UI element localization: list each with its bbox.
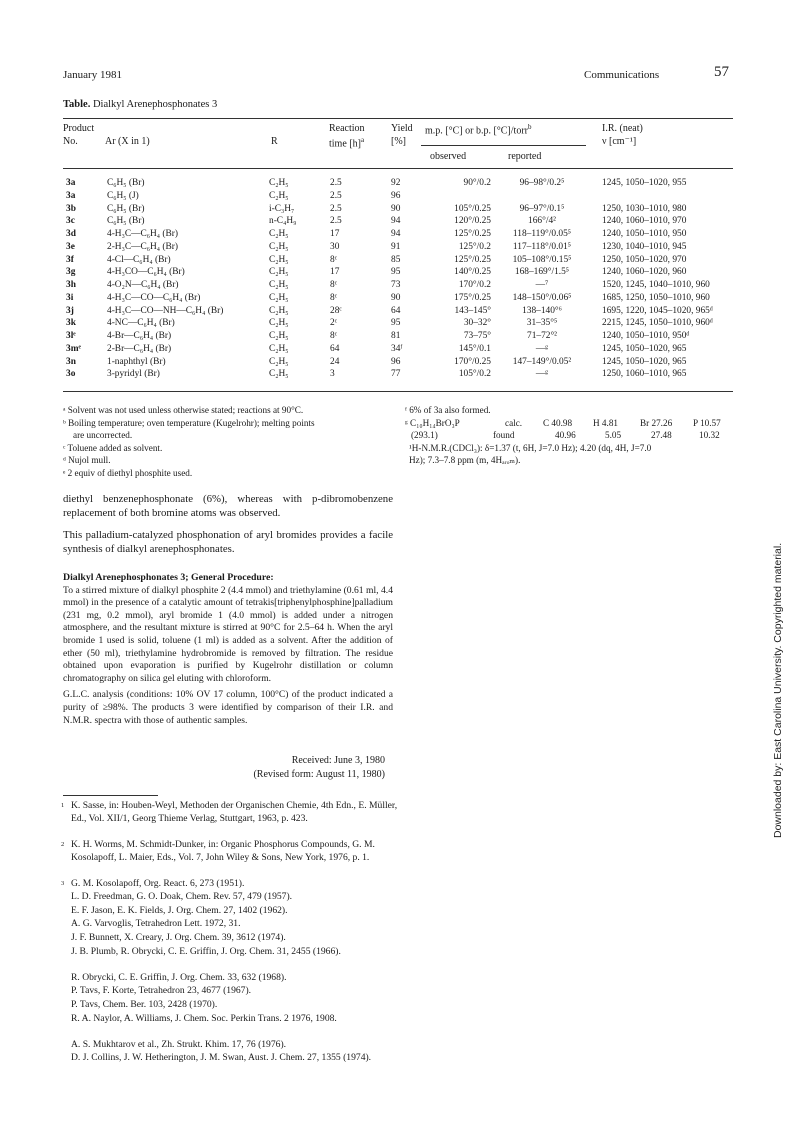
table-header-rule: [63, 168, 733, 169]
reference-text: G. M. Kosolapoff, Org. React. 6, 273 (1951).: [71, 877, 245, 889]
table-row: [0, 318, 795, 331]
cell-r: C₂H₅: [269, 267, 289, 278]
col-ar: Ar (X in 1): [105, 136, 150, 147]
table-row: [0, 255, 795, 268]
cell-observed: 120°/0.25: [454, 216, 491, 227]
cell-yield: 85: [391, 254, 401, 265]
cell-time: 8ᶜ: [330, 292, 338, 303]
col-ir: I.R. (neat): [602, 123, 643, 134]
cell-yield: 96: [391, 190, 401, 201]
cell-ir: 1240, 1050–1010, 950: [602, 229, 687, 239]
cell-time: 17: [330, 229, 340, 239]
cell-reported: 117–118°/0.01⁵: [512, 241, 572, 252]
col-time: [329, 136, 364, 149]
col-reported: reported: [508, 151, 542, 162]
footnote-b-cont: are uncorrected.: [73, 430, 133, 440]
col-r: R: [271, 136, 278, 147]
cell-ir: 1520, 1245, 1040–1010, 960: [602, 280, 710, 290]
cell-no: 3n: [66, 356, 76, 367]
reference-text: J. F. Bunnett, X. Creary, J. Org. Chem. 39, 3612 (1974).: [71, 932, 286, 943]
table-title-text: Dialkyl Arenephosphonates 3: [90, 99, 218, 110]
footnote-e: ᵉ 2 equiv of diethyl phosphite used.: [63, 467, 193, 478]
cell-reported: 166°/4²: [528, 216, 556, 227]
cell-yield: 81: [391, 331, 401, 341]
cell-ir: 1250, 1030–1010, 980: [602, 203, 687, 214]
cell-r: C₂H₅: [269, 292, 289, 303]
found-label: found: [493, 430, 515, 440]
reference-text: J. B. Plumb, R. Obrycki, C. E. Griffin, J. Org. Chem. 31, 2455 (1966).: [71, 945, 341, 957]
cell-observed: 170°/0.25: [454, 356, 491, 367]
cell-no: 3a: [66, 178, 76, 188]
cell-reported: 96–97°/0.1⁵: [519, 203, 565, 214]
paragraph-continuation: diethyl benzenephosphonate (6%), whereas with p-dibromobenzene replacement of both bromine atoms was observed.: [63, 493, 393, 520]
col-time-text: time [h]: [329, 138, 361, 150]
found-p: 10.32: [699, 430, 720, 440]
cell-ar: 3-pyridyl (Br): [107, 369, 160, 380]
cell-ir: 1245, 1050–1020, 955: [602, 178, 687, 188]
table-bottom-rule: [63, 391, 733, 392]
col-ir-unit: ν [cm⁻¹]: [602, 136, 637, 147]
mp-subheader-rule: [421, 145, 586, 146]
cell-ar: 2-H₃C—C₆H₄ (Br): [107, 241, 178, 252]
cell-ir: 1230, 1040–1010, 945: [602, 241, 687, 252]
col-mp-note: b: [527, 123, 532, 131]
reference-number: 2: [61, 840, 65, 848]
reference-number: 1: [61, 802, 65, 809]
cell-time: 2.5: [330, 190, 342, 201]
table-row: [0, 267, 795, 280]
reference-item: [63, 1051, 398, 1064]
table-row: [0, 357, 795, 370]
cell-ar: 4-Br—C₆H₄ (Br): [107, 331, 172, 341]
cell-observed: 125°/0.25: [454, 229, 491, 239]
cell-r: C₂H₅: [269, 254, 289, 265]
found-br: 27.48: [651, 430, 672, 440]
reference-text: L. D. Freedman, G. O. Doak, Chem. Rev. 57, 479 (1957).: [71, 891, 293, 903]
cell-no: 3i: [66, 292, 74, 303]
footnotes-left: [63, 404, 393, 479]
nmr-line-1: ¹H-N.M.R.(CDCl₃): δ=1.37 (t, 6H, J=7.0 Hz); 4.20 (dq, 4H, J=7.0: [409, 442, 652, 453]
cell-time: 2ᶜ: [330, 318, 338, 329]
footnote-d: ᵈ Nujol mull.: [63, 455, 111, 465]
reference-item: [63, 904, 398, 917]
calc-br: Br 27.26: [640, 417, 673, 428]
cell-r: n-C₄H₉: [269, 216, 297, 227]
footnote-f: ᶠ 6% of 3a also formed.: [405, 405, 491, 415]
cell-ar: 4-H₃C—C₆H₄ (Br): [107, 229, 178, 239]
table-row: [0, 369, 795, 382]
running-header-date: January 1981: [63, 69, 122, 81]
cell-reported: 105–108°/0.15⁵: [512, 254, 572, 265]
footnote-g-calc: [405, 417, 735, 430]
running-header-section: Communications: [584, 69, 660, 81]
cell-ar: 4-O₂N—C₆H₄ (Br): [107, 280, 179, 290]
cell-no: 3c: [66, 216, 75, 227]
cell-r: C₂H₅: [269, 229, 289, 239]
cell-r: C₂H₅: [269, 280, 289, 290]
footnote-g-found: [405, 429, 735, 442]
table-row: [0, 178, 795, 191]
references-rule: [63, 795, 158, 796]
cell-observed: 125°/0.2: [458, 241, 491, 252]
received-date: Received: June 3, 1980: [291, 755, 385, 766]
cell-observed: 73–75°: [463, 331, 491, 341]
cell-reported: 118–119°/0.05⁵: [512, 229, 572, 239]
cell-no: 3a: [66, 190, 76, 201]
cell-no: 3k: [66, 318, 76, 329]
cell-observed: 105°/0.2: [458, 369, 491, 380]
procedure-title: Dialkyl Arenephosphonates 3; General Procedure:: [63, 572, 274, 583]
table-top-rule: [63, 118, 733, 119]
procedure-body: To a stirred mixture of dialkyl phosphite 2 (4.4 mmol) and triethylamine (0.61 ml, 4.4 mmol) in the presence of a catalytic amount of tetrakis[triphenylphosphine]palladium (231 mg, 0.2 mmol), aryl bromide 1 (4.0 mmol) is added under a nitrogen atmosphere, and the resultant mixture is stirred at 90°C for 2.5–64 h. When the aryl bromide 1 used is solid, toluene (1 ml) is added as a solvent. After the addition of ether (50 ml), triethylamine hydrobromide is removed by filtration. The residue obtained upon evaporation is purified by Kugelrohr distillation or column chromatography on silica gel eluting with chloroform.: [63, 584, 393, 684]
reference-text: D. J. Collins, J. W. Hetherington, J. M. Swan, Aust. J. Chem. 27, 1355 (1974).: [71, 1052, 372, 1064]
table-row: [0, 293, 795, 306]
reference-text: P. Tavs, F. Korte, Tetrahedron 23, 4677 (1967).: [71, 985, 252, 997]
reference-item: [63, 838, 398, 864]
reference-text: R. Obrycki, C. E. Griffin, J. Org. Chem. 33, 632 (1968).: [71, 971, 287, 983]
col-observed: observed: [430, 151, 467, 162]
paragraph-conclusion: This palladium-catalyzed phosphonation of aryl bromides provides a facile synthesis of dialkyl arenephosphonates.: [63, 529, 393, 556]
reference-item: [63, 931, 398, 944]
cell-reported: —ᵍ: [535, 343, 549, 354]
col-reaction: Reaction: [329, 123, 365, 134]
col-mp: [425, 123, 531, 136]
table-row: [0, 229, 795, 242]
reference-text: E. F. Jason, E. K. Fields, J. Org. Chem. 27, 1402 (1962).: [71, 904, 288, 916]
cell-no: 3e: [66, 241, 75, 252]
cell-ar: 4-H₃C—CO—C₆H₄ (Br): [107, 292, 201, 303]
cell-observed: 143–145°: [454, 305, 491, 316]
table-row: [0, 344, 795, 357]
cell-time: 28ᶜ: [330, 305, 342, 316]
cell-yield: 91: [391, 241, 401, 252]
cell-ir: 1245, 1050–1020, 965: [602, 343, 687, 354]
cell-no: 3g: [66, 267, 76, 278]
cell-time: 30: [330, 241, 340, 252]
reference-item: [63, 799, 398, 825]
cell-ir: 1695, 1220, 1045–1020, 965ᵈ: [602, 305, 713, 316]
reference-item: [63, 998, 398, 1011]
cell-yield: 95: [391, 267, 401, 278]
reference-text: P. Tavs, Chem. Ber. 103, 2428 (1970).: [71, 999, 218, 1010]
cell-yield: 96: [391, 356, 401, 367]
cell-reported: 148–150°/0.06⁵: [512, 292, 572, 303]
cell-yield: 92: [391, 178, 401, 188]
table-row: [0, 306, 795, 319]
cell-ar: 4-Cl—C₆H₄ (Br): [107, 254, 171, 265]
reference-text: K. H. Worms, M. Schmidt-Dunker, in: Organic Phosphorus Compounds, G. M. Kosolapoff, L. Maier, Eds., Vol. 7, John Wiley & Sons, New York, 1976, p. 1.: [71, 838, 375, 863]
cell-observed: 170°/0.2: [458, 280, 491, 290]
cell-yield: 94: [391, 229, 401, 239]
cell-no: 3j: [66, 305, 74, 316]
col-mp-text: m.p. [°C] or b.p. [°C]/torr: [425, 125, 528, 137]
cell-r: C₂H₅: [269, 343, 289, 354]
formula: ᵍ C₁₀H₁₄BrO₃P: [405, 417, 460, 428]
table-row: [0, 216, 795, 229]
cell-r: C₂H₅: [269, 318, 289, 329]
cell-reported: 147–149°/0.05²: [512, 356, 572, 367]
reference-item: [63, 971, 398, 984]
revised-date: (Revised form: August 11, 1980): [253, 769, 385, 780]
cell-reported: 168–169°/1.5⁵: [514, 267, 570, 278]
cell-ir: 1250, 1050–1020, 970: [602, 254, 687, 265]
cell-time: 24: [330, 356, 340, 367]
reference-text: K. Sasse, in: Houben-Weyl, Methoden der Organischen Chemie, 4th Edn., E. Müller, Ed., Vol. XII/1, Georg Thieme Verlag, Stuttgart, 1963, p. 423.: [71, 800, 398, 824]
cell-yield: 77: [391, 369, 401, 380]
table-title-label: Table.: [63, 99, 91, 110]
page-number: 57: [714, 64, 729, 80]
footnote-b: ᵇ Boiling temperature; oven temperature (Kugelrohr); melting points: [63, 417, 315, 428]
cell-ar: C₆H₅ (J): [107, 190, 139, 201]
reference-item: [63, 945, 398, 958]
col-no: No.: [63, 136, 78, 147]
cell-r: i-C₃H₇: [269, 203, 295, 214]
cell-observed: 105°/0.25: [454, 203, 491, 214]
cell-r: C₂H₅: [269, 305, 289, 316]
cell-ar: 2-Br—C₆H₄ (Br): [107, 343, 172, 354]
reference-text: A. G. Varvoglis, Tetrahedron Lett. 1972, 31.: [71, 918, 241, 930]
cell-ir: 2215, 1245, 1050–1010, 960ᵈ: [602, 318, 713, 329]
glc-paragraph: G.L.C. analysis (conditions: 10% OV 17 column, 100°C) of the product indicated a purity of ≥98%. The products 3 were identified by comparison of their I.R. and N.M.R. spectra with those of authentic samples.: [63, 689, 393, 726]
cell-time: 8ᶜ: [330, 254, 338, 265]
reference-item: [63, 877, 398, 890]
cell-yield: 95: [391, 318, 401, 329]
table-row: [0, 191, 795, 204]
calc-c: C 40.98: [543, 417, 573, 428]
cell-yield: 94: [391, 216, 401, 227]
calc-label: calc.: [505, 417, 523, 428]
cell-yield: 64: [391, 305, 401, 316]
cell-ir: 1240, 1060–1010, 970: [602, 216, 687, 227]
col-time-note: a: [360, 136, 365, 144]
cell-ir: 1240, 1050–1010, 950ᵈ: [602, 331, 690, 341]
mw: (293.1): [411, 430, 438, 440]
table-row: [0, 331, 795, 344]
cell-time: 64: [330, 343, 340, 354]
cell-ir: 1250, 1060–1010, 965: [602, 369, 687, 380]
reference-text: R. A. Naylor, A. Williams, J. Chem. Soc. Perkin Trans. 2 1976, 1908.: [71, 1012, 337, 1024]
cell-ir: 1240, 1060–1020, 960: [602, 267, 687, 278]
reference-item: [63, 1012, 398, 1025]
col-yield: Yield: [391, 123, 413, 134]
reference-item: [63, 984, 398, 997]
cell-yield: 90: [391, 292, 401, 303]
cell-no: 3b: [66, 203, 76, 214]
cell-reported: 31–35°⁵: [526, 318, 558, 329]
table-row: [0, 280, 795, 293]
reference-item: [63, 917, 398, 930]
cell-ir: 1245, 1050–1020, 965: [602, 356, 687, 367]
cell-no: 3o: [66, 369, 76, 380]
cell-ar: 4-NC—C₆H₄ (Br): [107, 318, 175, 329]
cell-r: C₂H₅: [269, 356, 289, 367]
cell-time: 17: [330, 267, 340, 278]
found-h: 5.05: [605, 430, 622, 440]
cell-observed: 90°/0.2: [463, 178, 491, 188]
cell-no: 3lᵉ: [66, 331, 76, 341]
col-product: Product: [63, 123, 95, 134]
cell-reported: 138–140°⁶: [522, 305, 562, 316]
cell-observed: 140°/0.25: [454, 267, 491, 278]
calc-h: H 4.81: [593, 417, 619, 428]
reference-text: A. S. Mukhtarov et al., Zh. Strukt. Khim. 17, 76 (1976).: [71, 1038, 287, 1050]
cell-r: C₂H₅: [269, 178, 289, 188]
cell-no: 3h: [66, 280, 76, 290]
cell-time: 2.5: [330, 178, 342, 188]
cell-ar: 1-naphthyl (Br): [107, 356, 166, 367]
cell-reported: 71–72°²: [527, 331, 557, 341]
cell-observed: 145°/0.1: [458, 343, 491, 354]
cell-observed: 125°/0.25: [454, 254, 491, 265]
cell-time: 3: [330, 369, 335, 380]
cell-time: 8ᶜ: [330, 280, 338, 290]
download-watermark: Downloaded by: East Carolina University. Copyrighted material.: [772, 542, 784, 838]
table-row: [0, 242, 795, 255]
cell-r: C₂H₅: [269, 241, 289, 252]
cell-yield: 34ᶠ: [391, 343, 403, 354]
cell-ar: C₆H₅ (Br): [107, 216, 145, 227]
cell-ar: C₆H₅ (Br): [107, 178, 145, 188]
cell-reported: 96–98°/0.2⁵: [519, 178, 565, 188]
cell-reported: —⁷: [535, 280, 549, 290]
cell-observed: 175°/0.25: [454, 292, 491, 303]
cell-ar: C₆H₅ (Br): [107, 203, 145, 214]
cell-r: C₂H₅: [269, 369, 289, 380]
calc-p: P 10.57: [693, 417, 721, 428]
table-row: [0, 204, 795, 217]
footnote-c: ᶜ Toluene added as solvent.: [63, 442, 163, 453]
general-procedure: [63, 572, 393, 727]
reference-item: [63, 890, 398, 903]
footnote-a: ᵃ Solvent was not used unless otherwise stated; reactions at 90°C.: [63, 405, 304, 415]
cell-time: 2.5: [330, 203, 342, 214]
nmr-line-2: Hz); 7.3–7.8 ppm (m, 4Hₐᵣₒₘ).: [409, 455, 521, 465]
cell-time: 2.5: [330, 216, 342, 227]
cell-reported: —ᵍ: [535, 369, 549, 380]
cell-yield: 73: [391, 280, 401, 290]
cell-no: 3d: [66, 229, 76, 239]
cell-observed: 30–32°: [463, 318, 491, 329]
reference-number: 3: [61, 879, 65, 887]
cell-time: 8ᶜ: [330, 331, 338, 341]
cell-ir: 1685, 1250, 1050–1010, 960: [602, 292, 710, 303]
cell-ar: 4-H₃CO—C₆H₄ (Br): [107, 267, 185, 278]
table-title: [63, 99, 217, 110]
found-c: 40.96: [555, 430, 576, 440]
cell-r: C₂H₅: [269, 190, 289, 201]
col-yield-unit: [%]: [391, 136, 406, 147]
cell-no: 3f: [66, 254, 74, 265]
cell-no: 3mᵉ: [66, 343, 81, 354]
reference-item: [63, 1038, 398, 1051]
footnotes-right: [405, 404, 735, 467]
cell-ar: 4-H₃C—CO—NH—C₆H₄ (Br): [107, 305, 224, 316]
cell-r: C₂H₅: [269, 331, 289, 341]
cell-yield: 90: [391, 203, 401, 214]
